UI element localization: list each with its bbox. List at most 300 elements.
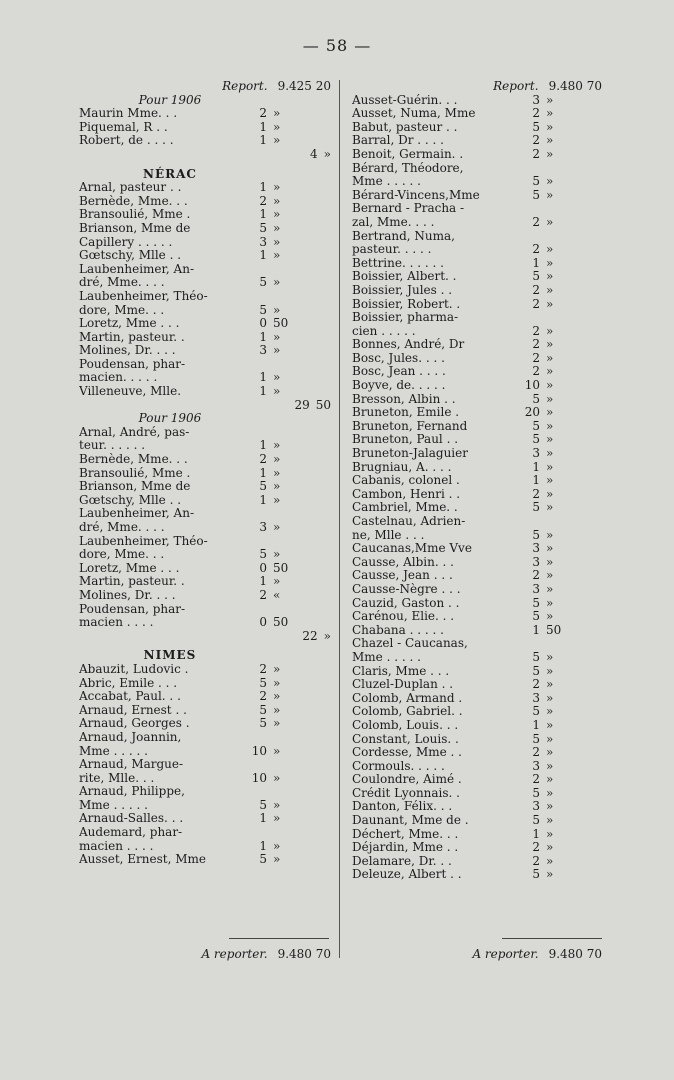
donation-francs: 1 — [532, 826, 540, 841]
list-item — [79, 121, 331, 135]
donation-francs: 5 — [259, 479, 267, 494]
donor-name: Arnaud, Joannin, — [79, 730, 182, 744]
donation-centimes: » — [546, 337, 554, 352]
donation-centimes: » — [273, 811, 281, 826]
donation-francs: 0 — [259, 316, 267, 331]
donation-francs: 3 — [532, 92, 540, 107]
list-item — [352, 243, 602, 257]
list-item — [79, 677, 331, 691]
reporter-label: A reporter. — [201, 947, 268, 961]
donation-centimes: » — [546, 378, 554, 393]
donor-name: rite, Mlle. . . — [79, 771, 155, 785]
list-item — [79, 195, 331, 209]
donation-centimes: » — [546, 92, 554, 107]
donor-name: zal, Mme. . . . — [352, 215, 435, 229]
donation-francs: 3 — [532, 554, 540, 569]
list-item — [352, 529, 602, 543]
subtotal-francs: 4 — [310, 146, 318, 161]
donation-francs: 2 — [259, 193, 267, 208]
list-item — [79, 208, 331, 222]
donation-centimes: » — [273, 106, 281, 121]
donor-name: Bruneton, Paul . . — [352, 433, 459, 447]
donor-name: Laubenheimer, An- — [79, 507, 195, 521]
donor-name: Poudensan, phar- — [79, 357, 186, 371]
donor-name: Ausset, Ernest, Mme — [79, 853, 206, 867]
donation-francs: 2 — [259, 106, 267, 121]
donation-francs — [239, 426, 267, 440]
right-column — [352, 79, 602, 961]
donor-name: Mme . . . . . — [352, 650, 421, 664]
donation-centimes: » — [546, 649, 554, 664]
donation-francs: 2 — [532, 486, 540, 501]
donation-francs: 5 — [259, 797, 267, 812]
donation-centimes: » — [546, 609, 554, 624]
donor-name: Arnal, pasteur . . — [79, 181, 182, 195]
donation-centimes: » — [546, 554, 554, 569]
donation-francs: 2 — [259, 689, 267, 704]
donation-francs: 3 — [532, 690, 540, 705]
donation-francs: 5 — [532, 595, 540, 610]
donor-name: Déchert, Mme. . . — [352, 827, 459, 841]
list-item — [79, 826, 331, 840]
donation-centimes: » — [546, 541, 554, 556]
donation-francs: 5 — [532, 704, 540, 719]
donation-centimes: » — [546, 595, 554, 610]
donation-centimes: » — [546, 704, 554, 719]
page-number: — 58 — — [302, 36, 372, 55]
donation-francs: 2 — [532, 853, 540, 868]
list-item — [352, 855, 602, 869]
donation-francs: 3 — [259, 343, 267, 358]
donation-centimes — [540, 515, 566, 529]
list-item — [79, 758, 331, 772]
donor-name: Caucanas,Mme Vve — [352, 542, 472, 556]
donor-name: Deleuze, Albert . . — [352, 868, 462, 882]
donation-centimes: » — [546, 391, 554, 406]
donor-name: Martin, pasteur. . — [79, 330, 185, 344]
list-item — [79, 745, 331, 759]
donation-francs: 1 — [532, 255, 540, 270]
donor-name: Arnaud, Philippe, — [79, 785, 185, 799]
donation-centimes: » — [273, 384, 281, 399]
donor-name: Bonnes, André, Dr — [352, 338, 465, 352]
list-item — [79, 181, 331, 195]
subtotal-centimes: » — [323, 628, 331, 643]
donation-francs: 5 — [532, 649, 540, 664]
donor-name: Bosc, Jean . . . . — [352, 365, 446, 379]
donation-francs: 5 — [259, 675, 267, 690]
donation-francs: 1 — [259, 180, 267, 195]
donor-name: dore, Mme. . . — [79, 303, 165, 317]
donor-name: Danton, Félix. . . — [352, 800, 453, 814]
left-column — [79, 79, 331, 961]
donation-francs: 5 — [532, 500, 540, 515]
section-title: NÉRAC — [143, 166, 197, 181]
list-item — [352, 705, 602, 719]
donation-centimes: » — [546, 119, 554, 134]
donor-name: Arnaud, Margue- — [79, 758, 184, 772]
donation-centimes: » — [273, 574, 281, 589]
donor-name: Bruneton, Emile . — [352, 406, 460, 420]
donor-name: Déjardin, Mme . . — [352, 841, 459, 855]
donor-name: Brianson, Mme de — [79, 221, 191, 235]
donor-name: Boissier, Jules . . — [352, 283, 453, 297]
donor-name: Cluzel-Duplan . . — [352, 678, 454, 692]
list-item — [79, 480, 331, 494]
report-label: Report. — [493, 79, 539, 93]
donor-name: Laubenheimer, Théo- — [79, 289, 208, 303]
donation-francs — [239, 535, 267, 549]
donation-francs — [239, 731, 267, 745]
report-line — [352, 80, 602, 94]
donation-centimes: 50 — [273, 615, 289, 630]
donation-centimes — [267, 426, 293, 440]
donation-francs: 5 — [532, 391, 540, 406]
donation-centimes: » — [273, 452, 281, 467]
donation-centimes: » — [546, 690, 554, 705]
list-item — [352, 773, 602, 787]
donor-name: Bransoulié, Mme . — [79, 208, 191, 222]
donation-centimes: » — [546, 473, 554, 488]
list-item — [79, 772, 331, 786]
donation-centimes: » — [546, 486, 554, 501]
donor-name: macien. . . . . — [79, 371, 158, 385]
donation-francs: 5 — [259, 220, 267, 235]
donation-francs — [512, 230, 540, 244]
donor-name: Gœtschy, Mlle . . — [79, 249, 182, 263]
list-item — [352, 868, 602, 882]
donation-centimes: » — [273, 180, 281, 195]
donation-francs: 2 — [532, 242, 540, 257]
donor-name: Poudensan, phar- — [79, 602, 186, 616]
list-item — [352, 515, 602, 529]
list-item — [79, 222, 331, 236]
donation-francs: 1 — [532, 473, 540, 488]
list-item — [79, 812, 331, 826]
donation-centimes: » — [546, 350, 554, 365]
donation-francs — [239, 358, 267, 372]
list-item — [352, 841, 602, 855]
list-item — [79, 304, 331, 318]
donation-francs — [239, 263, 267, 277]
section-subtotal — [79, 148, 331, 162]
list-item — [352, 393, 602, 407]
donor-name: Constant, Louis. . — [352, 732, 459, 746]
donation-francs: 1 — [259, 492, 267, 507]
donation-centimes: 50 — [273, 316, 289, 331]
donation-centimes: » — [273, 520, 281, 534]
list-item — [352, 597, 602, 611]
donation-centimes: » — [273, 465, 281, 480]
donor-name: Bruneton-Jalaguier — [352, 447, 468, 461]
list-item — [352, 461, 602, 475]
donation-centimes — [267, 785, 293, 799]
donation-francs — [512, 637, 540, 651]
donor-name: Bruneton, Fernand — [352, 419, 468, 433]
list-item — [352, 542, 602, 556]
donation-centimes — [267, 603, 293, 617]
donor-name: Causse-Nègre . . . — [352, 582, 461, 596]
list-item — [352, 610, 602, 624]
list-item — [352, 175, 602, 189]
donation-francs: 5 — [532, 527, 540, 542]
donor-name: Cormouls. . . . . — [352, 759, 445, 773]
list-item — [352, 692, 602, 706]
donation-centimes: » — [273, 797, 281, 812]
donation-centimes: » — [273, 248, 281, 263]
list-item — [352, 719, 602, 733]
subtotal-centimes: 50 — [315, 397, 331, 412]
donation-francs: 1 — [259, 438, 267, 453]
list-item — [352, 94, 602, 108]
donor-name: teur. . . . . . — [79, 439, 146, 453]
donation-francs: 1 — [259, 811, 267, 826]
donation-francs — [239, 758, 267, 772]
donor-name: Cabanis, colonel . — [352, 474, 460, 488]
list-item — [79, 840, 331, 854]
donor-name: Arnaud, Ernest . . — [79, 703, 187, 717]
list-item — [352, 733, 602, 747]
donation-centimes: » — [273, 689, 281, 704]
donation-centimes: » — [546, 799, 554, 814]
donation-centimes: » — [546, 133, 554, 148]
total-rule — [502, 938, 602, 939]
list-item — [352, 637, 602, 651]
donation-centimes: » — [273, 302, 281, 317]
donation-centimes: » — [273, 675, 281, 690]
list-item — [79, 236, 331, 250]
list-item — [79, 616, 331, 630]
donor-name: Mme . . . . . — [79, 744, 148, 758]
donation-centimes — [267, 507, 293, 521]
donation-francs: 1 — [259, 370, 267, 385]
donation-centimes — [540, 311, 566, 325]
list-item — [79, 562, 331, 576]
donation-centimes: » — [273, 343, 281, 358]
donation-francs: 2 — [532, 214, 540, 229]
donor-name: dore, Mme. . . — [79, 548, 165, 562]
list-item — [79, 731, 331, 745]
donor-name: Colomb, Armand . — [352, 691, 463, 705]
report-value: 9.425 20 — [277, 79, 331, 93]
donor-name: Mme . . . . . — [79, 798, 148, 812]
donor-name: Colomb, Gabriel. . — [352, 705, 463, 719]
list-item — [79, 853, 331, 867]
donor-name: Molines, Dr. . . . — [79, 588, 176, 602]
donation-francs: 0 — [259, 615, 267, 630]
donation-francs: 1 — [259, 574, 267, 589]
donation-francs: 1 — [532, 717, 540, 732]
donation-francs: 3 — [532, 446, 540, 461]
donation-centimes: » — [273, 193, 281, 208]
donor-name: Abauzit, Ludovic . — [79, 662, 189, 676]
donor-name: Delamare, Dr. . . — [352, 854, 452, 868]
subtotal-centimes: » — [323, 146, 331, 161]
donation-francs: 5 — [532, 174, 540, 189]
donation-centimes: » — [546, 187, 554, 202]
donation-centimes: » — [273, 743, 281, 758]
list-item — [352, 583, 602, 597]
donation-centimes: » — [546, 772, 554, 787]
donation-francs: 5 — [532, 432, 540, 447]
donation-centimes: » — [273, 479, 281, 494]
list-item — [352, 134, 602, 148]
list-item — [352, 121, 602, 135]
donation-francs: 1 — [532, 459, 540, 474]
donor-name: Bérard, Théodore, — [352, 161, 464, 175]
donation-francs: 3 — [532, 581, 540, 596]
donation-centimes: » — [546, 459, 554, 474]
donation-francs: 5 — [532, 269, 540, 284]
subtotal-francs: 29 — [294, 397, 310, 412]
list-item — [352, 162, 602, 176]
donor-name: Bresson, Albin . . — [352, 392, 456, 406]
report-line — [79, 80, 331, 94]
reporter-value: 9.480 70 — [277, 947, 331, 961]
donation-centimes: » — [273, 716, 281, 731]
donation-centimes: 50 — [546, 622, 562, 637]
list-item — [79, 276, 331, 290]
list-item — [352, 651, 602, 665]
list-item — [79, 704, 331, 718]
donation-francs: 5 — [259, 547, 267, 562]
reporter-line — [79, 948, 331, 962]
donation-centimes — [267, 263, 293, 277]
list-item — [352, 352, 602, 366]
donation-francs: 3 — [532, 758, 540, 773]
donation-centimes: » — [546, 323, 554, 338]
donation-centimes: » — [546, 717, 554, 732]
donor-name: Chabana . . . . . — [352, 623, 444, 637]
list-item — [79, 467, 331, 481]
list-item — [352, 488, 602, 502]
list-item — [79, 385, 331, 399]
list-item — [79, 575, 331, 589]
donation-francs: 3 — [532, 799, 540, 814]
donation-francs: 2 — [532, 772, 540, 787]
donation-francs: 1 — [259, 384, 267, 399]
list-item — [352, 447, 602, 461]
donation-francs: 2 — [532, 337, 540, 352]
donor-name: Carénou, Elie. . . — [352, 610, 455, 624]
donor-name: Bransoulié, Mme . — [79, 466, 191, 480]
list-item — [79, 453, 331, 467]
list-item — [352, 202, 602, 216]
donation-centimes: » — [546, 418, 554, 433]
list-item — [352, 189, 602, 203]
total-rule — [229, 938, 329, 939]
list-item — [352, 311, 602, 325]
donation-francs: 2 — [259, 661, 267, 676]
donation-francs: 5 — [532, 867, 540, 882]
donor-name: Arnal, André, pas- — [79, 425, 190, 439]
donor-name: Robert, de . . . . — [79, 134, 174, 148]
donor-name: Arnaud-Salles. . . — [79, 812, 184, 826]
donation-francs: 2 — [532, 745, 540, 760]
list-item — [352, 433, 602, 447]
donation-centimes: » — [546, 500, 554, 515]
donor-name: Martin, pasteur. . — [79, 575, 185, 589]
donation-centimes: » — [546, 867, 554, 882]
donor-name: Accabat, Paul. . . — [79, 690, 181, 704]
list-item — [79, 535, 331, 549]
donation-francs: 2 — [532, 133, 540, 148]
donation-centimes: » — [546, 853, 554, 868]
donation-francs: 5 — [259, 716, 267, 731]
donor-name: Babut, pasteur . . — [352, 120, 458, 134]
list-item — [352, 569, 602, 583]
donation-centimes: » — [546, 826, 554, 841]
donation-centimes: » — [273, 661, 281, 676]
donation-francs: 10 — [251, 743, 267, 758]
donor-name: Castelnau, Adrien- — [352, 515, 466, 528]
list-item — [79, 317, 331, 331]
donation-centimes: » — [273, 438, 281, 453]
list-item — [352, 148, 602, 162]
donor-name: Ausset-Guérin. . . — [352, 93, 458, 107]
donor-name: Claris, Mme . . . — [352, 664, 450, 678]
donation-francs: 3 — [532, 541, 540, 556]
donation-francs — [512, 311, 540, 325]
donation-centimes — [540, 230, 566, 244]
report-value: 9.480 70 — [548, 79, 602, 93]
report-label: Report. — [222, 79, 268, 93]
donor-name: macien . . . . — [79, 839, 154, 853]
donation-francs: 2 — [532, 323, 540, 338]
donation-centimes: » — [273, 207, 281, 222]
donor-name: dré, Mme. . . . — [79, 521, 165, 534]
donation-centimes — [267, 358, 293, 372]
donation-francs: 5 — [259, 275, 267, 290]
donation-francs: 5 — [532, 609, 540, 624]
donation-francs — [512, 202, 540, 216]
section-subtotal — [79, 399, 331, 413]
list-item — [79, 548, 331, 562]
donation-centimes: » — [546, 282, 554, 297]
donor-name: Causse, Albin. . . — [352, 555, 454, 569]
list-item — [352, 474, 602, 488]
list-item — [352, 787, 602, 801]
section-subtotal — [79, 630, 331, 644]
list-item — [79, 331, 331, 345]
donation-francs: 2 — [532, 106, 540, 121]
donor-name: pasteur. . . . . — [352, 243, 432, 257]
donation-centimes: » — [546, 405, 554, 420]
donor-name: Laubenheimer, Théo- — [79, 534, 208, 548]
list-item — [79, 344, 331, 358]
list-item — [352, 800, 602, 814]
donation-centimes: » — [546, 146, 554, 161]
donation-centimes: » — [546, 581, 554, 596]
donor-name: Bernède, Mme. . . — [79, 194, 188, 208]
reporter-label: A reporter. — [472, 947, 539, 961]
donor-name: Piquemal, R . . — [79, 120, 168, 134]
donor-name: Gœtschy, Mlle . . — [79, 493, 182, 507]
donor-name: Boissier, Albert. . — [352, 270, 457, 284]
list-item — [352, 828, 602, 842]
list-item — [79, 603, 331, 617]
donor-name: Boissier, Robert. . — [352, 297, 461, 311]
donation-centimes: » — [546, 758, 554, 773]
list-item — [352, 760, 602, 774]
donation-centimes: » — [273, 702, 281, 717]
donor-name: Capillery . . . . . — [79, 235, 173, 249]
donation-francs: 2 — [532, 350, 540, 365]
donation-centimes — [267, 758, 293, 772]
donation-centimes: » — [546, 840, 554, 855]
donor-name: Brugniau, A. . . . — [352, 460, 452, 474]
donation-centimes: » — [273, 133, 281, 148]
